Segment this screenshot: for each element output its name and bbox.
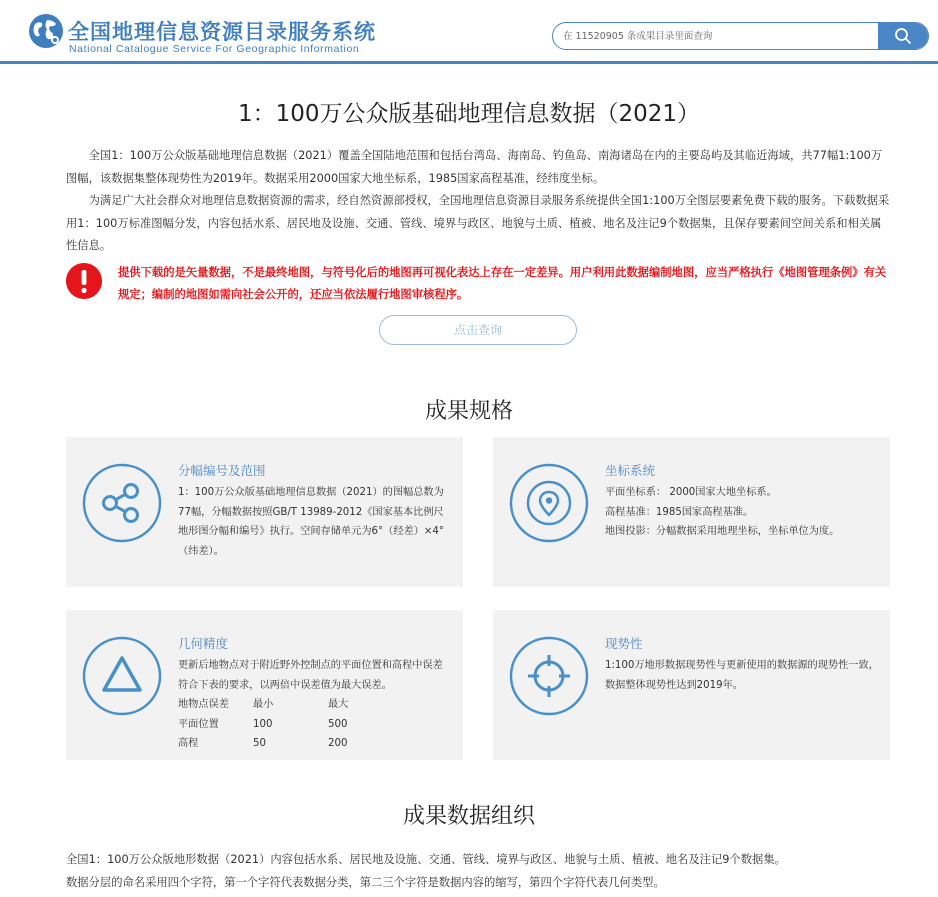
search-input[interactable] bbox=[553, 23, 879, 49]
intro-paragraph-2: 为满足广大社会群众对地理信息数据资源的需求，经自然资源部授权，全国地理信息资源目录服务系统提供全国1:100万全图层要素免费下载的服务。下载数据采用1：100万标准图幅分发，内容包括水系、居民地及设施、交通、管线、境界与政区、地貌与土质、植被、地名及注记9个数据集，且保存要素间空间关系和相关属性信息。 bbox=[66, 194, 890, 252]
table-cell: 高程 bbox=[178, 738, 199, 749]
table-row bbox=[178, 715, 348, 735]
header bbox=[0, 0, 938, 64]
org-section-text bbox=[66, 849, 892, 894]
card-body bbox=[605, 483, 879, 542]
globe-logo-icon[interactable] bbox=[28, 13, 64, 49]
search-box bbox=[552, 22, 929, 50]
card-geometric-accuracy bbox=[66, 610, 463, 760]
warning-notice bbox=[66, 262, 892, 304]
share-nodes-icon bbox=[80, 461, 164, 545]
search-button[interactable] bbox=[878, 23, 928, 49]
coord-line-projection: 地图投影：分幅数据采用地理坐标，坐标单位为度。 bbox=[605, 526, 840, 537]
table-header-row bbox=[178, 695, 348, 715]
card-currency bbox=[493, 610, 890, 760]
search-icon bbox=[894, 27, 912, 45]
table-header: 最大 bbox=[328, 699, 349, 710]
card-title: 坐标系统 bbox=[605, 463, 656, 478]
crosshair-icon bbox=[507, 634, 591, 718]
org-line-1: 全国1：100万公众版地形数据（2021）内容包括水系、居民地及设施、交通、管线、境界与政区、地貌与土质、植被、地名及注记9个数据集。 bbox=[66, 853, 786, 866]
spec-section-title: 成果规格 bbox=[424, 399, 513, 424]
warning-text: 提供下载的是矢量数据，不是最终地图，与符号化后的地图再可视化表达上存在一定差异。用户利用此数据编制地图，应当严格执行《地图管理条例》有关规定；编制的地图如需向社会公开的，还应当依法履行地图审核程序。 bbox=[118, 266, 887, 301]
card-title: 现势性 bbox=[605, 636, 643, 651]
table-cell: 500 bbox=[328, 718, 348, 730]
intro-text bbox=[66, 145, 892, 258]
table-cell: 200 bbox=[328, 738, 348, 749]
card-title: 几何精度 bbox=[178, 636, 229, 651]
card-coordinate-system bbox=[493, 437, 890, 587]
card-body: 1：100万公众版基础地理信息数据（2021）的图幅总数为77幅，分幅数据按照GB/T 13989-2012《国家基本比例尺地形图分幅和编号》执行。空间存储单元为6°（经差）×4°（纬差）。 bbox=[178, 487, 444, 557]
location-pin-icon bbox=[507, 461, 591, 545]
query-button[interactable]: 点击查询 bbox=[379, 315, 577, 345]
coord-line-plane: 平面坐标系： 2000国家大地坐标系。 bbox=[605, 487, 777, 498]
coord-line-height: 高程基准：1985国家高程基准。 bbox=[605, 506, 754, 518]
table-cell: 50 bbox=[253, 738, 266, 749]
accuracy-description: 更新后地物点对于附近野外控制点的平面位置和高程中误差符合下表的要求，以两倍中误差值为最大误差。 bbox=[178, 660, 443, 691]
brand-title[interactable]: 全国地理信息资源目录服务系统 bbox=[68, 20, 376, 44]
table-row bbox=[178, 734, 348, 754]
exclamation-icon bbox=[66, 263, 102, 299]
accuracy-table bbox=[178, 695, 348, 754]
table-header: 地物点误差 bbox=[178, 699, 229, 710]
page-title: 1：100万公众版基础地理信息数据（2021） bbox=[237, 101, 701, 127]
intro-paragraph-1: 全国1：100万公众版基础地理信息数据（2021）覆盖全国陆地范围和包括台湾岛、海南岛、钓鱼岛、南海诸岛在内的主要岛屿及其临近海域，共77幅1:100万图幅，该数据集整体现势性为2019年。数据采用2000国家大地坐标系，1985国家高程基准，经纬度坐标。 bbox=[66, 149, 883, 185]
org-section-title: 成果数据组织 bbox=[402, 804, 535, 829]
card-sheet-range bbox=[66, 437, 463, 587]
org-line-2: 数据分层的命名采用四个字符，第一个字符代表数据分类，第二三个字符是数据内容的缩写，第四个字符代表几何类型。 bbox=[66, 875, 665, 889]
triangle-icon bbox=[80, 634, 164, 718]
table-cell: 平面位置 bbox=[178, 718, 219, 730]
card-title: 分幅编号及范围 bbox=[178, 463, 266, 478]
card-body bbox=[178, 656, 452, 754]
table-cell: 100 bbox=[253, 718, 273, 730]
card-body: 1:100万地形数据现势性与更新使用的数据源的现势性一致，数据整体现势性达到2019年。 bbox=[605, 660, 879, 691]
table-header: 最小 bbox=[253, 699, 274, 710]
brand-subtitle: National Catalogue Service For Geographic Information bbox=[69, 43, 360, 55]
